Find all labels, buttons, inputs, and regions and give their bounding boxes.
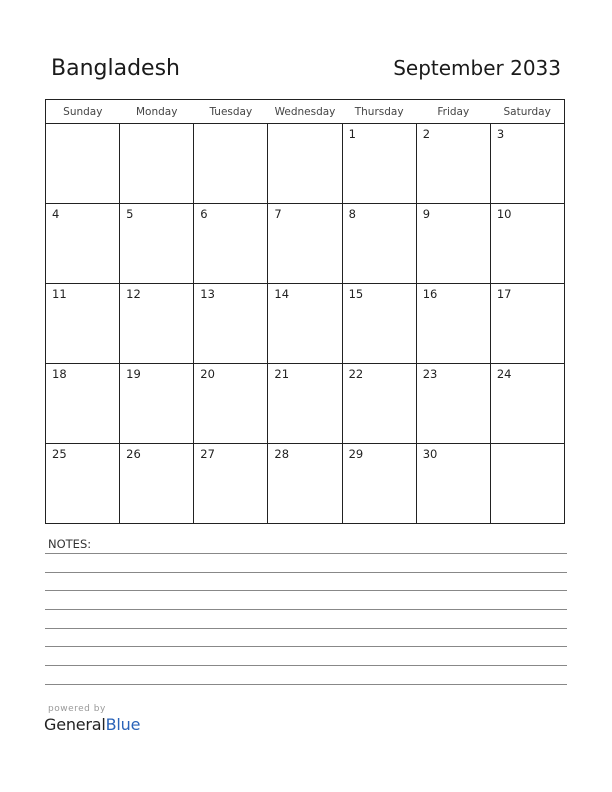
day-cell: 21 <box>268 364 342 444</box>
notes-line <box>45 646 567 647</box>
weekday-tuesday: Tuesday <box>194 100 268 124</box>
calendar-grid <box>45 99 565 524</box>
day-cell: 16 <box>416 284 490 364</box>
day-cell: 28 <box>268 444 342 524</box>
notes-line <box>45 609 567 610</box>
day-cell: 22 <box>342 364 416 444</box>
notes-line <box>45 572 567 573</box>
weekday-monday: Monday <box>120 100 194 124</box>
country-title: Bangladesh <box>51 56 180 81</box>
day-cell: 19 <box>120 364 194 444</box>
day-cell: 8 <box>342 204 416 284</box>
weekday-thursday: Thursday <box>342 100 416 124</box>
notes-line <box>45 684 567 685</box>
day-cell: 24 <box>490 364 564 444</box>
day-cell <box>194 124 268 204</box>
brand-wordmark <box>44 715 140 734</box>
day-cell <box>490 444 564 524</box>
day-cell: 3 <box>490 124 564 204</box>
day-cell: 4 <box>46 204 120 284</box>
day-cell: 1 <box>342 124 416 204</box>
day-cell: 12 <box>120 284 194 364</box>
day-cell: 18 <box>46 364 120 444</box>
notes-label: NOTES: <box>48 537 92 551</box>
generalblue-logo <box>44 704 140 734</box>
day-cell: 15 <box>342 284 416 364</box>
notes-line <box>45 665 567 666</box>
day-cell: 6 <box>194 204 268 284</box>
notes-line <box>45 628 567 629</box>
day-cell: 13 <box>194 284 268 364</box>
week-row <box>46 204 565 284</box>
day-cell: 25 <box>46 444 120 524</box>
weekday-saturday: Saturday <box>490 100 564 124</box>
day-cell: 14 <box>268 284 342 364</box>
day-cell: 30 <box>416 444 490 524</box>
month-year-title: September 2033 <box>393 56 561 80</box>
weekday-sunday: Sunday <box>46 100 120 124</box>
day-cell: 27 <box>194 444 268 524</box>
brand-general-text: General <box>44 715 106 734</box>
week-row <box>46 124 565 204</box>
day-cell: 9 <box>416 204 490 284</box>
day-cell: 26 <box>120 444 194 524</box>
day-cell <box>268 124 342 204</box>
day-cell: 10 <box>490 204 564 284</box>
weekday-friday: Friday <box>416 100 490 124</box>
day-cell: 2 <box>416 124 490 204</box>
weekday-wednesday: Wednesday <box>268 100 342 124</box>
notes-line <box>45 590 567 591</box>
day-cell: 7 <box>268 204 342 284</box>
brand-blue-text: Blue <box>105 715 141 734</box>
day-cell: 5 <box>120 204 194 284</box>
day-cell: 17 <box>490 284 564 364</box>
day-cell: 11 <box>46 284 120 364</box>
day-cell: 23 <box>416 364 490 444</box>
day-cell: 20 <box>194 364 268 444</box>
weekday-header-row <box>46 100 565 124</box>
week-row <box>46 444 565 524</box>
day-cell <box>120 124 194 204</box>
day-cell: 29 <box>342 444 416 524</box>
notes-line <box>45 553 567 554</box>
week-row <box>46 284 565 364</box>
week-row <box>46 364 565 444</box>
powered-by-text: powered by <box>48 704 106 714</box>
day-cell <box>46 124 120 204</box>
